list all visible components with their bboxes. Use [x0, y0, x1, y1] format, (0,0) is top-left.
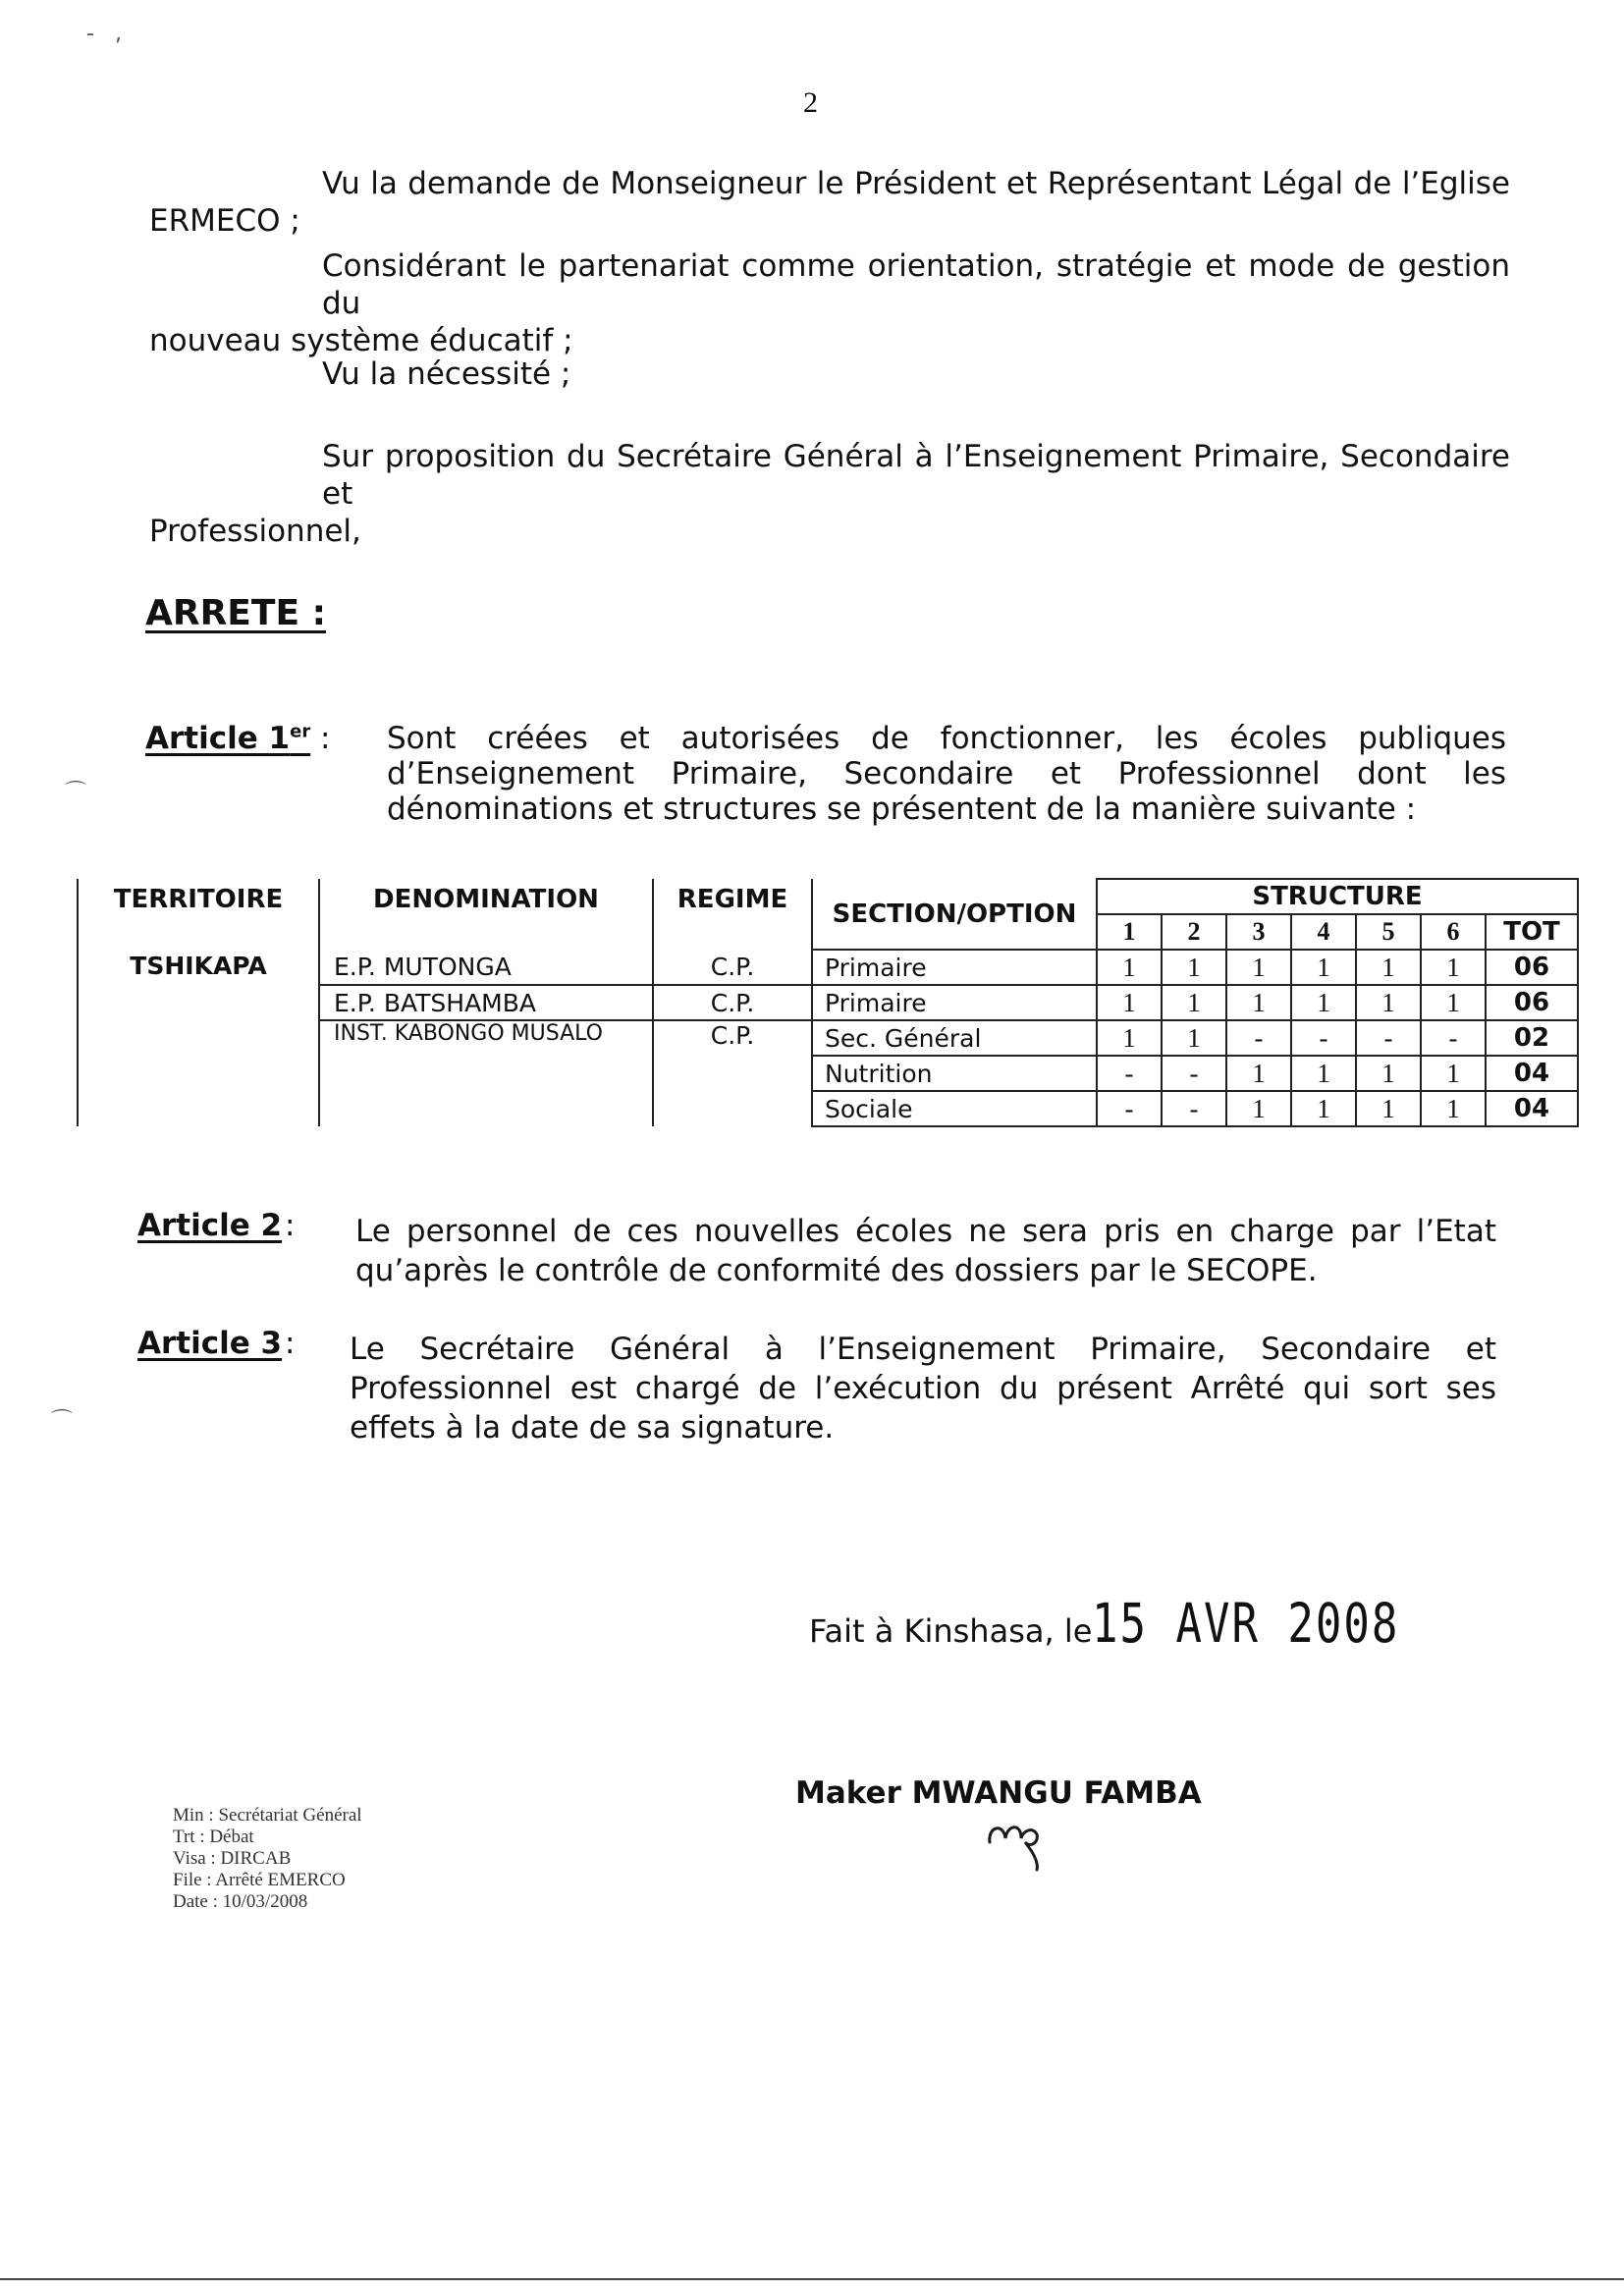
regime-cell: C.P.: [653, 950, 812, 985]
article-2-text: Le personnel de ces nouvelles écoles ne sera pris en charge par l’Etat qu’après le contrôle de conformité des dossiers par le SECOPE.: [355, 1214, 1496, 1288]
structure-col-1: 1: [1097, 914, 1162, 950]
structure-col-4: 4: [1291, 914, 1356, 950]
page-number: 2: [803, 86, 818, 119]
section-cell: Primaire: [812, 950, 1097, 985]
value-cell: -: [1226, 1020, 1291, 1056]
header-territoire: TERRITOIRE: [78, 879, 319, 950]
value-cell: 1: [1291, 950, 1356, 985]
article-1-label: Article 1er: [145, 721, 311, 756]
article-3-label: Article 3: [137, 1326, 283, 1361]
total-cell: 04: [1486, 1091, 1578, 1126]
territoire-cell: TSHIKAPA: [78, 950, 319, 1126]
section-cell: Nutrition: [812, 1056, 1097, 1091]
value-cell: 1: [1421, 950, 1486, 985]
header-denomination: DENOMINATION: [319, 879, 653, 950]
value-cell: 1: [1226, 985, 1291, 1020]
arrete-heading: ARRETE :: [145, 593, 326, 633]
value-cell: 1: [1291, 1056, 1356, 1091]
denomination-cell: E.P. MUTONGA: [319, 950, 653, 985]
value-cell: 1: [1421, 1091, 1486, 1126]
routing-line: Min : Secrétariat Général: [173, 1805, 362, 1826]
section-cell: Sociale: [812, 1091, 1097, 1126]
preamble-paragraph-1: [149, 165, 1510, 240]
value-cell: 1: [1356, 1056, 1421, 1091]
total-cell: 06: [1486, 950, 1578, 985]
preamble-paragraph-4: [149, 438, 1510, 550]
routing-line: Visa : DIRCAB: [173, 1848, 292, 1869]
structure-col-5: 5: [1356, 914, 1421, 950]
article-2-colon: :: [285, 1208, 296, 1243]
total-cell: 04: [1486, 1056, 1578, 1091]
routing-line: File : Arrêté EMERCO: [173, 1870, 346, 1890]
value-cell: 1: [1291, 1091, 1356, 1126]
section-cell: Sec. Général: [812, 1020, 1097, 1056]
value-cell: 1: [1162, 950, 1226, 985]
signer-name: Maker MWANGU FAMBA: [795, 1775, 1202, 1811]
value-cell: -: [1291, 1020, 1356, 1056]
value-cell: 1: [1421, 985, 1486, 1020]
value-cell: -: [1097, 1091, 1162, 1126]
routing-line: Trt : Débat: [173, 1827, 254, 1847]
value-cell: 1: [1356, 985, 1421, 1020]
routing-line: Date : 10/03/2008: [173, 1891, 308, 1912]
value-cell: -: [1162, 1091, 1226, 1126]
handwritten-signature: [982, 1813, 1060, 1876]
regime-cell: C.P.: [653, 1020, 812, 1126]
value-cell: 1: [1291, 985, 1356, 1020]
preamble-2-line: Considérant le partenariat comme orientation, stratégie et mode de gestion du: [322, 248, 1510, 321]
preamble-2-cont: nouveau système éducatif ;: [149, 323, 573, 358]
article-1-colon: :: [320, 721, 331, 756]
regime-cell: C.P.: [653, 985, 812, 1020]
date-stamp: 15 AVR 2008: [1092, 1593, 1400, 1656]
preamble-4-cont: Professionnel,: [149, 514, 361, 549]
bottom-rule: [0, 2278, 1624, 2280]
structure-col-6: 6: [1421, 914, 1486, 950]
value-cell: 1: [1162, 985, 1226, 1020]
value-cell: -: [1162, 1056, 1226, 1091]
denomination-cell: E.P. BATSHAMBA: [319, 985, 653, 1020]
preamble-paragraph-3: Vu la nécessité ;: [322, 356, 571, 392]
value-cell: 1: [1356, 1091, 1421, 1126]
value-cell: 1: [1421, 1056, 1486, 1091]
scan-mark-margin-2: ⌒: [51, 1409, 74, 1434]
value-cell: 1: [1226, 1091, 1291, 1126]
denomination-cell: INST. KABONGO MUSALO: [319, 1020, 653, 1126]
value-cell: 1: [1226, 1056, 1291, 1091]
structure-table-wrapper: [77, 878, 1579, 1127]
preamble-4-line: Sur proposition du Secrétaire Général à l’Enseignement Primaire, Secondaire et: [322, 439, 1510, 512]
value-cell: 1: [1162, 1020, 1226, 1056]
structure-col-tot: TOT: [1486, 914, 1578, 950]
total-cell: 06: [1486, 985, 1578, 1020]
value-cell: -: [1356, 1020, 1421, 1056]
table-row: [78, 950, 1578, 985]
total-cell: 02: [1486, 1020, 1578, 1056]
value-cell: 1: [1097, 950, 1162, 985]
value-cell: 1: [1097, 985, 1162, 1020]
article-2-label: Article 2: [137, 1208, 283, 1243]
header-section-option: SECTION/OPTION: [812, 879, 1097, 950]
scan-mark-top-left: ‐ ‚: [86, 22, 122, 46]
structure-col-2: 2: [1162, 914, 1226, 950]
value-cell: 1: [1226, 950, 1291, 985]
section-cell: Primaire: [812, 985, 1097, 1020]
article-1-text: Sont créées et autorisées de fonctionner, les écoles publiques d’Enseignement Primaire, Secondaire et Professionnel dont les dénominations et structures se présentent de la manière suivante :: [387, 721, 1506, 827]
structure-table: [77, 878, 1579, 1127]
article-3-text: Le Secrétaire Général à l’Enseignement Primaire, Secondaire et Professionnel est chargé de l’exécution du présent Arrêté qui sort ses effets à la date de sa signature.: [350, 1332, 1496, 1445]
fait-a-kinshasa: Fait à Kinshasa, le: [809, 1612, 1093, 1650]
article-3-colon: :: [285, 1326, 296, 1361]
article-1-label-block: [145, 721, 310, 756]
header-regime: REGIME: [653, 879, 812, 950]
value-cell: 1: [1097, 1020, 1162, 1056]
header-structure: STRUCTURE: [1097, 879, 1578, 914]
preamble-1-line: Vu la demande de Monseigneur le Président et Représentant Légal de l’Eglise: [322, 166, 1510, 201]
value-cell: -: [1421, 1020, 1486, 1056]
preamble-1-cont: ERMECO ;: [149, 203, 300, 239]
routing-meta: [173, 1805, 362, 1913]
value-cell: -: [1097, 1056, 1162, 1091]
scan-mark-margin-1: ⌒: [65, 781, 87, 805]
value-cell: 1: [1356, 950, 1421, 985]
preamble-paragraph-2: [149, 247, 1510, 359]
structure-col-3: 3: [1226, 914, 1291, 950]
